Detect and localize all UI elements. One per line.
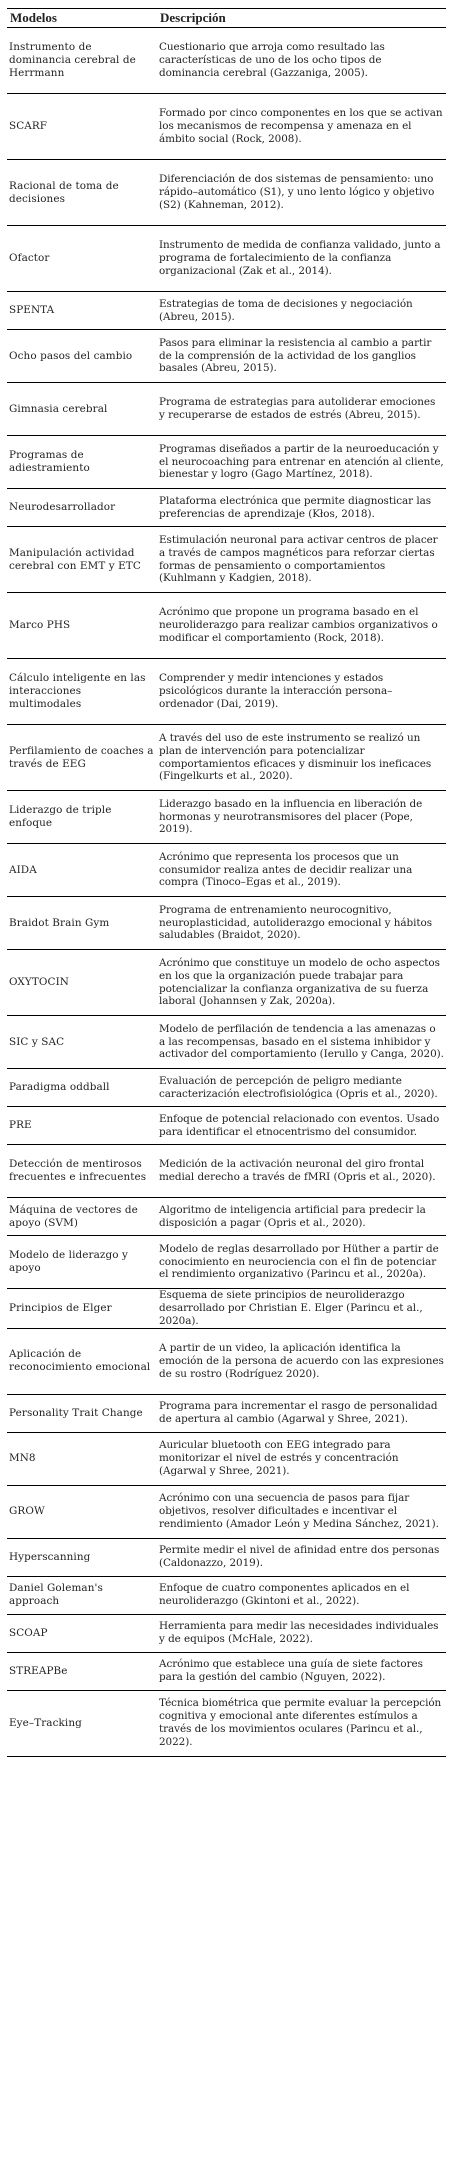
- model-cell: Manipulación actividad cerebral con EMT y ETC: [7, 527, 157, 593]
- table-row: [7, 436, 446, 489]
- description-cell: Programa de entrenamiento neurocognitivo, neuroplasticidad, autoliderazgo emocional y hábitos saludables (Braidot, 2020).: [157, 897, 446, 950]
- model-cell: AIDA: [7, 844, 157, 897]
- model-cell: SPENTA: [7, 292, 157, 330]
- model-cell: Hyperscanning: [7, 1538, 157, 1576]
- model-cell: Ocho pasos del cambio: [7, 330, 157, 383]
- table-row: [7, 383, 446, 436]
- description-cell: Acrónimo que representa los procesos que un consumidor realiza antes de decidir realizar una compra (Tinoco–Egas et al., 2019).: [157, 844, 446, 897]
- model-cell: Instrumento de dominancia cerebral de Herrmann: [7, 28, 157, 94]
- model-cell: Racional de toma de decisiones: [7, 160, 157, 226]
- table-row: [7, 292, 446, 330]
- description-cell: Pasos para eliminar la resistencia al cambio a partir de la comprensión de la actividad de los ganglios basales (Abreu, 2015).: [157, 330, 446, 383]
- model-cell: Daniel Goleman's approach: [7, 1576, 157, 1614]
- description-cell: Herramienta para medir las necesidades individuales y de equipos (McHale, 2022).: [157, 1614, 446, 1652]
- table-row: [7, 1485, 446, 1538]
- description-cell: A través del uso de este instrumento se realizó un plan de intervención para potencializar comportamientos eficaces y disminuir los ineficaces (Fingelkurts et al., 2020).: [157, 725, 446, 791]
- model-cell: Neurodesarrollador: [7, 489, 157, 527]
- description-cell: Algoritmo de inteligencia artificial para predecir la disposición a pagar (Opris et al., 2020).: [157, 1198, 446, 1236]
- table-row: [7, 1145, 446, 1198]
- table-row: [7, 1538, 446, 1576]
- model-cell: SIC y SAC: [7, 1016, 157, 1069]
- description-cell: Auricular bluetooth con EEG integrado para monitorizar el nivel de estrés y concentración (Agarwal y Shree, 2021).: [157, 1432, 446, 1485]
- description-cell: Esquema de siete principios de neuroliderazgo desarrollado por Christian E. Elger (Parincu et al., 2020a).: [157, 1289, 446, 1329]
- table-header-row: [7, 9, 446, 28]
- model-cell: Personality Trait Change: [7, 1394, 157, 1432]
- table-row: [7, 226, 446, 292]
- table-row: [7, 1432, 446, 1485]
- table-row: [7, 593, 446, 659]
- table-row: [7, 527, 446, 593]
- description-cell: Técnica biométrica que permite evaluar la percepción cognitiva y emocional ante diferentes estímulos a través de los movimientos oculares (Parincu et al., 2022).: [157, 1690, 446, 1756]
- description-cell: Formado por cinco componentes en los que se activan los mecanismos de recompensa y amenaza en el ámbito social (Rock, 2008).: [157, 94, 446, 160]
- model-cell: OXYTOCIN: [7, 950, 157, 1016]
- description-cell: Enfoque de potencial relacionado con eventos. Usado para identificar el etnocentrismo del consumidor.: [157, 1107, 446, 1145]
- table-row: [7, 1016, 446, 1069]
- model-cell: SCOAP: [7, 1614, 157, 1652]
- models-table: [7, 8, 446, 1757]
- description-cell: Acrónimo con una secuencia de pasos para fijar objetivos, resolver dificultades e incentivar el rendimiento (Amador León y Medina Sánchez, 2021).: [157, 1485, 446, 1538]
- model-cell: STREAPBe: [7, 1652, 157, 1690]
- model-cell: Liderazgo de triple enfoque: [7, 791, 157, 844]
- description-cell: Diferenciación de dos sistemas de pensamiento: uno rápido–automático (S1), y uno lento lógico y objetivo (S2) (Kahneman, 2012).: [157, 160, 446, 226]
- model-cell: Máquina de vectores de apoyo (SVM): [7, 1198, 157, 1236]
- table-row: [7, 1614, 446, 1652]
- model-cell: SCARF: [7, 94, 157, 160]
- model-cell: Modelo de liderazgo y apoyo: [7, 1236, 157, 1289]
- model-cell: Ofactor: [7, 226, 157, 292]
- table-body: [7, 28, 446, 1757]
- table-row: [7, 897, 446, 950]
- model-cell: Principios de Elger: [7, 1289, 157, 1329]
- description-cell: Acrónimo que constituye un modelo de ocho aspectos en los que la organización puede trabajar para potencializar la confianza organizativa de su fuerza laboral (Johannsen y Zak, 2020a).: [157, 950, 446, 1016]
- description-cell: Cuestionario que arroja como resultado las características de uno de los ocho tipos de dominancia cerebral (Gazzaniga, 2005).: [157, 28, 446, 94]
- model-cell: Programas de adiestramiento: [7, 436, 157, 489]
- description-cell: Modelo de reglas desarrollado por Hüther a partir de conocimiento en neurociencia con el fin de potenciar el rendimiento organizativo (Parincu et al., 2020a).: [157, 1236, 446, 1289]
- column-header-description: Descripción: [157, 9, 446, 28]
- description-cell: Comprender y medir intenciones y estados psicológicos durante la interacción persona–ordenador (Dai, 2019).: [157, 659, 446, 725]
- table-row: [7, 1652, 446, 1690]
- table-row: [7, 1289, 446, 1329]
- model-cell: Aplicación de reconocimiento emocional: [7, 1328, 157, 1394]
- table-row: [7, 28, 446, 94]
- description-cell: Acrónimo que propone un programa basado en el neuroliderazgo para realizar cambios organizativos o modificar el comportamiento (Rock, 2018).: [157, 593, 446, 659]
- description-cell: Liderazgo basado en la influencia en liberación de hormonas y neurotransmisores del placer (Pope, 2019).: [157, 791, 446, 844]
- table-row: [7, 844, 446, 897]
- description-cell: Modelo de perfilación de tendencia a las amenazas o a las recompensas, basado en el sistema inhibidor y activador del comportamiento (Ierullo y Canga, 2020).: [157, 1016, 446, 1069]
- column-header-models: Modelos: [7, 9, 157, 28]
- description-cell: Estimulación neuronal para activar centros de placer a través de campos magnéticos para reforzar ciertas formas de pensamiento o comportamientos (Kuhlmann y Kadgien, 2018).: [157, 527, 446, 593]
- description-cell: Medición de la activación neuronal del giro frontal medial derecho a través de fMRI (Opris et al., 2020).: [157, 1145, 446, 1198]
- model-cell: Braidot Brain Gym: [7, 897, 157, 950]
- model-cell: GROW: [7, 1485, 157, 1538]
- table-row: [7, 1236, 446, 1289]
- description-cell: Programa para incrementar el rasgo de personalidad de apertura al cambio (Agarwal y Shree, 2021).: [157, 1394, 446, 1432]
- description-cell: Plataforma electrónica que permite diagnosticar las preferencias de aprendizaje (Kłos, 2018).: [157, 489, 446, 527]
- table-row: [7, 330, 446, 383]
- description-cell: A partir de un video, la aplicación identifica la emoción de la persona de acuerdo con las expresiones de su rostro (Rodríguez 2020).: [157, 1328, 446, 1394]
- description-cell: Evaluación de percepción de peligro mediante caracterización electrofisiológica (Opris et al., 2020).: [157, 1069, 446, 1107]
- model-cell: Gimnasia cerebral: [7, 383, 157, 436]
- description-cell: Acrónimo que establece una guía de siete factores para la gestión del cambio (Nguyen, 2022).: [157, 1652, 446, 1690]
- table-row: [7, 489, 446, 527]
- table-row: [7, 1198, 446, 1236]
- description-cell: Permite medir el nivel de afinidad entre dos personas (Caldonazzo, 2019).: [157, 1538, 446, 1576]
- table-row: [7, 160, 446, 226]
- model-cell: Eye–Tracking: [7, 1690, 157, 1756]
- description-cell: Instrumento de medida de confianza validado, junto a programa de fortalecimiento de la confianza organizacional (Zak et al., 2014).: [157, 226, 446, 292]
- model-cell: Paradigma oddball: [7, 1069, 157, 1107]
- table-row: [7, 1576, 446, 1614]
- table-row: [7, 725, 446, 791]
- table-row: [7, 1107, 446, 1145]
- model-cell: Detección de mentirosos frecuentes e infrecuentes: [7, 1145, 157, 1198]
- description-cell: Enfoque de cuatro componentes aplicados en el neuroliderazgo (Gkintoni et al., 2022).: [157, 1576, 446, 1614]
- model-cell: Cálculo inteligente en las interacciones multimodales: [7, 659, 157, 725]
- description-cell: Estrategias de toma de decisiones y negociación (Abreu, 2015).: [157, 292, 446, 330]
- table-row: [7, 659, 446, 725]
- description-cell: Programa de estrategias para autoliderar emociones y recuperarse de estados de estrés (Abreu, 2015).: [157, 383, 446, 436]
- table-row: [7, 94, 446, 160]
- model-cell: PRE: [7, 1107, 157, 1145]
- model-cell: Perfilamiento de coaches a través de EEG: [7, 725, 157, 791]
- table-row: [7, 1690, 446, 1756]
- table-row: [7, 791, 446, 844]
- model-cell: MN8: [7, 1432, 157, 1485]
- table-row: [7, 950, 446, 1016]
- table-row: [7, 1069, 446, 1107]
- description-cell: Programas diseñados a partir de la neuroeducación y el neurocoaching para entrenar en atención al cliente, bienestar y logro (Gago Martínez, 2018).: [157, 436, 446, 489]
- model-cell: Marco PHS: [7, 593, 157, 659]
- table-row: [7, 1394, 446, 1432]
- table-row: [7, 1328, 446, 1394]
